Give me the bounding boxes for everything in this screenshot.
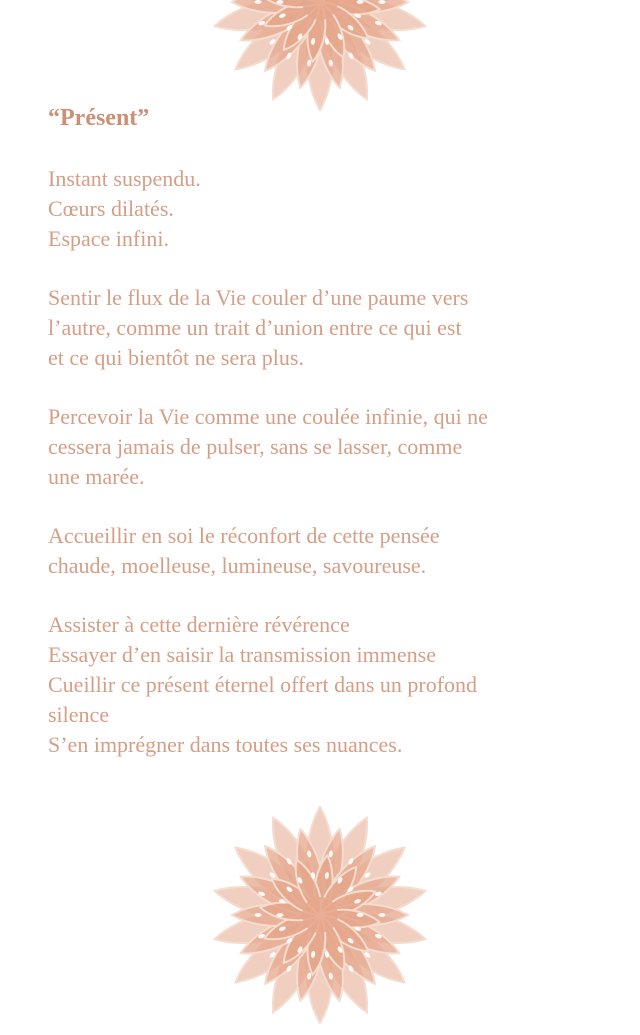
poem-line: Essayer d’en saisir la transmission immense <box>48 642 436 667</box>
poem-line: Instant suspendu. <box>48 166 201 191</box>
stanza-4 <box>48 521 608 581</box>
poem-line: Percevoir la Vie comme une coulée infinie, qui ne <box>48 404 488 429</box>
poem-line: Cœurs dilatés. <box>48 196 174 221</box>
poem-line: silence <box>48 702 110 727</box>
poem-line: Sentir le flux de la Vie couler d’une paume vers <box>48 285 469 310</box>
flower-bottom-icon <box>200 795 440 1035</box>
poem-line: une marée. <box>48 464 145 489</box>
poem-title: “Présent” <box>48 105 150 131</box>
stanza-1 <box>48 164 608 254</box>
poem-line: Cueillir ce présent éternel offert dans un profond <box>48 672 478 697</box>
poem-line: Espace infini. <box>48 226 169 251</box>
poem-line: chaude, moelleuse, lumineuse, savoureuse. <box>48 553 427 578</box>
poem-line: Assister à cette dernière révérence <box>48 612 350 637</box>
poem-line: Accueillir en soi le réconfort de cette pensée <box>48 523 440 548</box>
stanza-3 <box>48 402 608 492</box>
poem <box>48 100 608 789</box>
stanza-5 <box>48 610 608 760</box>
stanza-2 <box>48 283 608 373</box>
poem-line: S’en imprégner dans toutes ses nuances. <box>48 732 403 757</box>
poem-line: cessera jamais de pulser, sans se lasser, comme <box>48 434 463 459</box>
poem-line: l’autre, comme un trait d’union entre ce qui est <box>48 315 462 340</box>
poem-line: et ce qui bientôt ne sera plus. <box>48 345 304 370</box>
